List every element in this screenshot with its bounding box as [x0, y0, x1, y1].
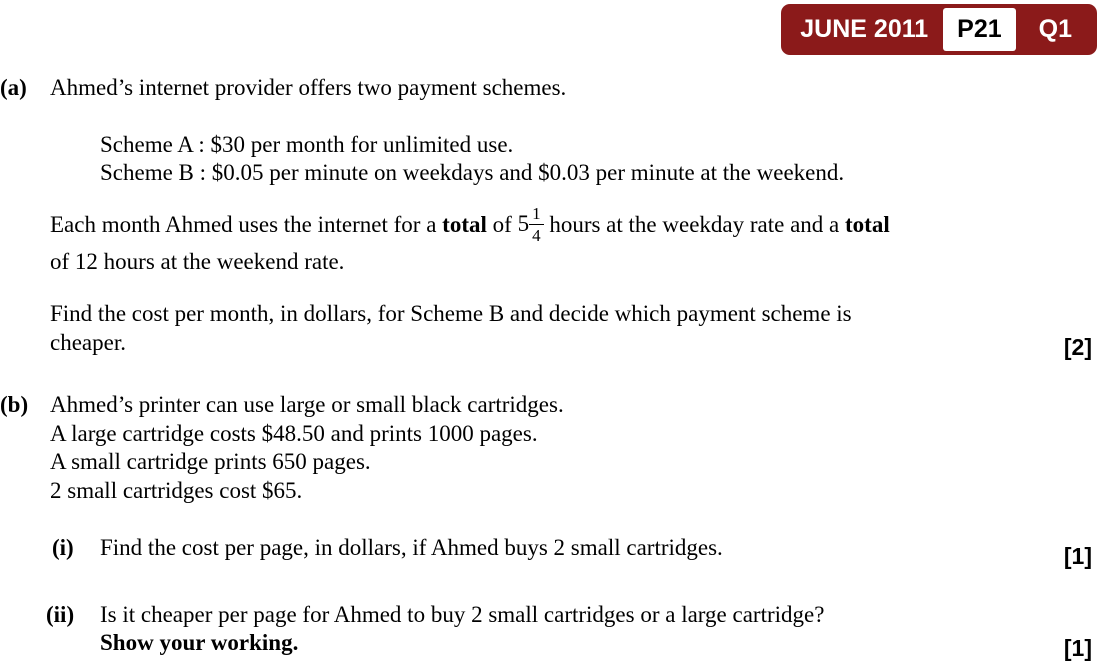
usage-post-text: hours at the weekday rate and a	[543, 211, 845, 237]
mixed-number-whole: 5	[517, 211, 530, 237]
badge-paper-box	[943, 8, 1015, 51]
part-b-item-i-row	[0, 534, 1100, 569]
part-b-block	[0, 391, 1100, 505]
part-a-task-row	[0, 300, 1100, 360]
part-b-line-4: 2 small cartridges cost $65.	[50, 477, 303, 503]
part-a-label: (a)	[0, 75, 27, 100]
badge-session-label: JUNE 2011	[800, 15, 929, 44]
usage-line-2: of 12 hours at the weekend rate.	[50, 248, 345, 274]
question-header-badge	[781, 4, 1097, 55]
fraction-numerator: 1	[529, 203, 544, 225]
task-line-1: Find the cost per month, in dollars, for Scheme B and decide which payment scheme is	[50, 301, 852, 326]
scheme-list	[0, 131, 1100, 188]
item-ii-label: (ii)	[46, 601, 75, 627]
item-ii-text: Is it cheaper per page for Ahmed to buy 2 small cartridges or a large cartridge?	[100, 601, 825, 627]
item-ii-marks-tag: [1]	[1063, 634, 1092, 661]
usage-paragraph	[0, 205, 1100, 277]
usage-bold-total-1: total	[442, 211, 487, 237]
part-b-line-3: A small cartridge prints 650 pages.	[50, 449, 371, 474]
usage-pre-text: Each month Ahmed uses the internet for a	[50, 211, 443, 237]
part-b-line-1: Ahmed’s printer can use large or small black cartridges.	[50, 392, 564, 417]
usage-mid-text: of	[486, 211, 518, 237]
part-a-marks-tag: [2]	[1063, 334, 1092, 360]
item-i-text: Find the cost per page, in dollars, if Ahmed buys 2 small cartridges.	[100, 535, 723, 560]
scheme-b-line: Scheme B : $0.05 per minute on weekdays and $0.03 per minute at the weekend.	[100, 160, 845, 185]
part-b-line-2: A large cartridge costs $48.50 and prints 1000 pages.	[50, 420, 538, 446]
scheme-a-line: Scheme A : $30 per month for unlimited use.	[100, 131, 514, 157]
item-i-marks-tag: [1]	[1063, 543, 1092, 569]
part-a-intro-text: Ahmed’s internet provider offers two payment schemes.	[50, 75, 567, 100]
usage-line-1	[50, 205, 1100, 248]
item-ii-show-working-text: Show your working.	[100, 630, 299, 655]
part-b-item-ii-row	[0, 601, 1100, 661]
part-a-intro-row	[0, 74, 1100, 103]
usage-bold-total-2: total	[845, 211, 890, 237]
fraction-one-quarter	[529, 203, 544, 246]
task-line-2: cheaper.	[50, 329, 126, 355]
item-i-label: (i)	[52, 535, 74, 560]
badge-paper-label: P21	[957, 15, 1002, 44]
mixed-number	[517, 203, 544, 245]
part-b-label: (b)	[0, 392, 29, 417]
badge-question-label: Q1	[1038, 15, 1072, 44]
fraction-denominator: 4	[532, 225, 541, 245]
